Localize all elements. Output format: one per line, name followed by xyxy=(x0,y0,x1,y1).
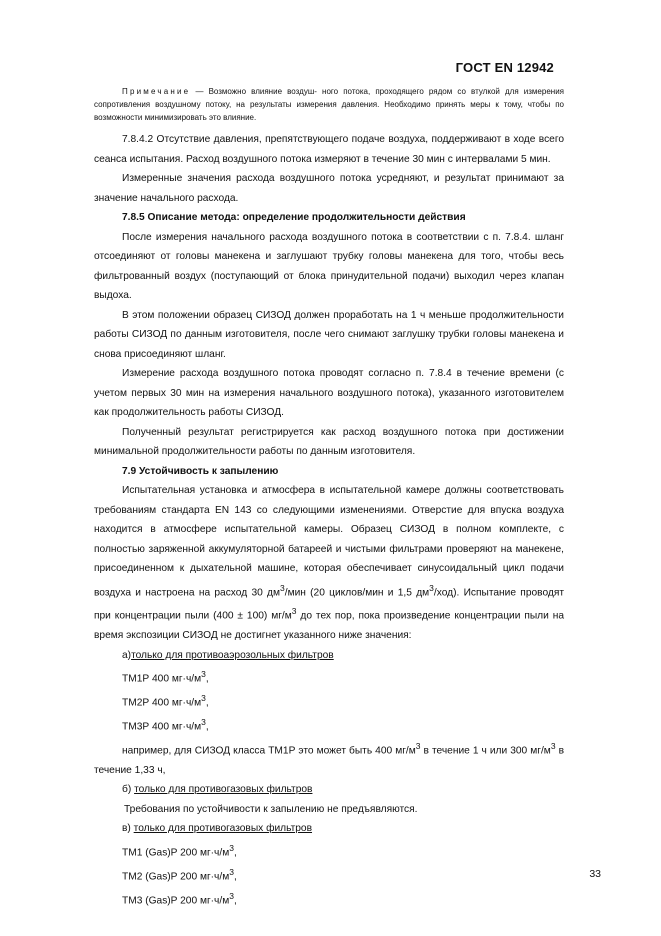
standard-header: ГОСТ EN 12942 xyxy=(455,60,554,75)
text-span: до тех пор, пока произведение концентрации пыли на время экспозиции СИЗОД не достигнет указанного ниже значения: xyxy=(94,610,564,642)
section-heading: 7.9 Устойчивость к запылению xyxy=(122,465,279,477)
section-heading: 7.8.5 Описание метода: определение продолжительности действия xyxy=(122,212,466,223)
paragraph xyxy=(94,481,564,646)
list-heading xyxy=(94,646,564,666)
superscript: 3 xyxy=(229,842,234,853)
text-span: например, для СИЗОД класса ТМ1Р это может быть 400 мг/м xyxy=(122,745,416,757)
list-marker: б) xyxy=(122,784,132,796)
paragraph: Полученный результат регистрируется как расход воздушного потока при достижении минимальной продолжительности работы по данным изготовителя. xyxy=(94,426,564,457)
superscript: 3 xyxy=(229,866,234,877)
document-body xyxy=(94,130,564,911)
list-title: только для противогазовых фильтров xyxy=(134,784,313,796)
list-item-text: ТМ3 (Gas)P 200 мг·ч/м xyxy=(122,895,230,907)
list-heading xyxy=(94,819,564,839)
paragraph: Измеренные значения расхода воздушного потока усредняют, и результат принимают за значение начального расхода. xyxy=(94,173,564,204)
list-item: ТМ3 (Gas)P 200 $мг\cdot ч/м^3$, xyxy=(122,890,237,907)
superscript: 3 xyxy=(201,717,206,728)
list-item: ТМ1Р 400 $мг\cdot ч/м^3$, xyxy=(122,669,209,685)
text-span: в течение 1,33 ч, xyxy=(94,745,564,776)
superscript: 3 xyxy=(201,669,206,680)
superscript: 3 xyxy=(550,740,556,751)
list-item-text: ТМ3Р 400 мг·ч/м xyxy=(122,721,202,733)
list-heading xyxy=(94,780,564,800)
superscript: 3 xyxy=(280,582,285,593)
list-item-text: ТМ1Р 400 мг·ч/м xyxy=(122,673,202,685)
list-item: ТМ1 (Gas)P 200 $мг\cdot ч/м^3$, xyxy=(122,842,237,859)
paragraph: 7.8.4.2 Отсутствие давления, препятствующего подаче воздуха, поддерживают в ходе всего сеанса испытания. Расход воздушного потока измеряют в течение 30 мин с интервалами 5 мин. xyxy=(94,134,564,165)
list-marker: а) xyxy=(122,649,132,661)
list-item-text: ТМ1 (Gas)P 200 мг·ч/м xyxy=(122,847,230,859)
superscript: 3 xyxy=(415,740,421,751)
list-item: ТМ2Р 400 $мг\cdot ч/м^3$, xyxy=(122,693,209,709)
superscript: 3 xyxy=(291,606,297,617)
text-span: в течение 1 ч или 300 мг/м xyxy=(420,745,551,757)
note-text: — Возможно влияние воздуш- ного потока, проходящего рядом со втулкой для измерения сопротивления воздушному потоку, на результаты измерения давления. Необходимо принять меры к тому, чтобы по возможности минимизировать это влияние. xyxy=(94,87,564,122)
superscript: 3 xyxy=(429,582,434,593)
list-title: только для противоаэрозольных фильтров xyxy=(131,649,334,661)
list-item-text: ТМ2Р 400 мг·ч/м xyxy=(122,697,202,709)
note-label: Примечание xyxy=(122,87,191,96)
superscript: 3 xyxy=(229,890,234,901)
paragraph: В этом положении образец СИЗОД должен проработать на 1 ч меньше продолжительности работы СИЗОД по данным изготовителя, после чего снимают заглушку трубки головы манекена и снова присоединяют шланг. xyxy=(94,309,564,360)
list-marker: в) xyxy=(122,823,131,835)
text-span: Испытательная установка и атмосфера в испытательной камере должны соответствовать требованиям стандарта EN 143 со следующими изменениями. Отверстие для впуска воздуха находится в атмосфере испытательной камеры. Образец СИЗОД в полном комплекте, с полностью заряженной аккумуляторной батареей и чистыми фильтрами проверяют на манекене, присоединенном к дыхательной машине, которая обеспечивает синусоидальный цикл подачи воздуха и настроена на расход 30 дм xyxy=(94,485,564,598)
text-span: /мин (20 циклов/мин и 1,5 дм xyxy=(284,586,430,598)
list-title: только для противогазовых фильтров xyxy=(133,823,313,835)
page-number: 33 xyxy=(589,868,601,880)
paragraph: Требования по устойчивости к запылению не предъявляются. xyxy=(124,803,418,815)
paragraph xyxy=(94,737,564,780)
list-item: ТМ2 (Gas)P 200 $мг\cdot ч/м^3$, xyxy=(122,866,237,883)
note-block xyxy=(94,85,564,124)
paragraph: После измерения начального расхода воздушного потока в соответствии с п. 7.8.4. шланг отсоединяют от головы манекена и заглушают трубку головы манекена для того, чтобы весь фильтрованный воздух (поступающий от блока принудительной подачи) выходил через клапан выдоха. xyxy=(94,231,564,301)
text-span: /ход). Испытание проводят при концентрации пыли (400 ± 100) мг/м xyxy=(94,586,565,622)
paragraph: Измерение расхода воздушного потока проводят согласно п. 7.8.4 в течение времени (с учетом первых 30 мин на измерения начального воздушного потока), указанного изготовителем как продолжительность работы СИЗОД. xyxy=(94,368,564,418)
list-item-text: ТМ2 (Gas)P 200 мг·ч/м xyxy=(122,871,230,883)
superscript: 3 xyxy=(201,693,206,704)
list-item: ТМ3Р 400 $мг\cdot ч/м^3$, xyxy=(122,717,209,733)
